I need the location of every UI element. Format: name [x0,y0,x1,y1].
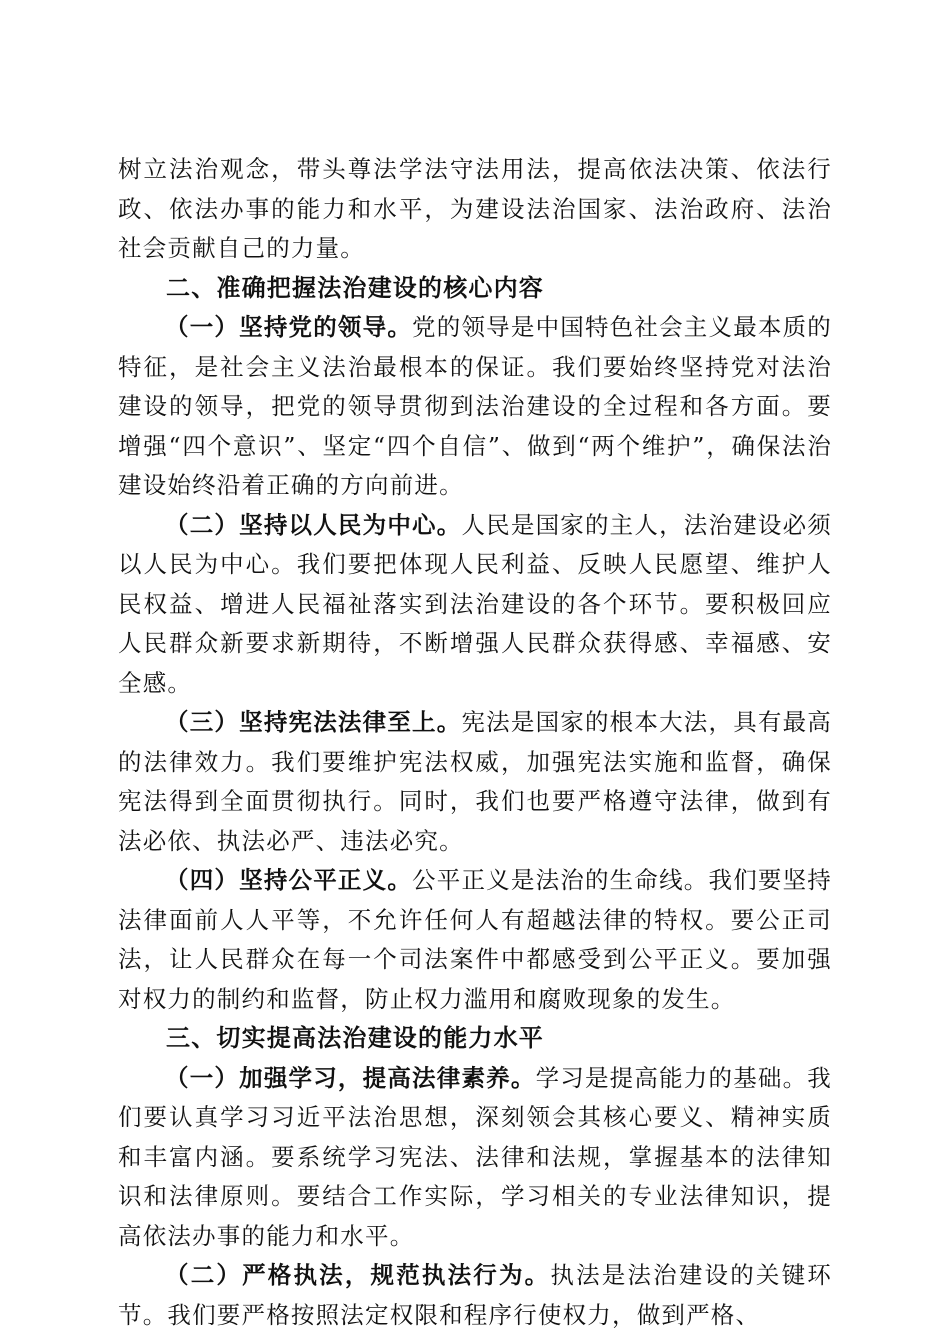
intro-paragraph: 树立法治观念，带头尊法学法守法用法，提高依法决策、依法行政、依法办事的能力和水平，为建设法治国家、法治政府、法治社会贡献自己的力量。 [118,155,832,262]
item-lead: （四）坚持公平正义。 [165,866,413,894]
item-body: 宪法是国家的根本大法，具有最高的法律效力。我们要维护宪法权威，加强宪法实施和监督，确保宪法得到全面贯彻执行。同时，我们也要严格遵守法律，做到有法必依、执法必严、违法必究。 [118,708,833,855]
section-3-heading: 三、切实提高法治建设的能力水平 [166,1024,544,1052]
item-lead: （二）严格执法，规范执法行为。 [165,1261,551,1289]
item-lead: （一）加强学习，提高法律素养。 [165,1063,536,1092]
item-lead: （三）坚持宪法法律至上。 [165,708,462,736]
item-body: 执法是法治建设的关键环节。我们要严格按照法定权限和程序行使权力，做到严格、 [118,1261,833,1329]
document-page [118,150,832,1335]
section-2-item-3 [118,703,832,861]
item-body: 人民是国家的主人，法治建设必须以人民为中心。我们要把体现人民利益、反映人民愿望、维护人民权益、增进人民福祉落实到法治建设的各个环节。要积极回应人民群众新要求新期待，不断增强人民群众获得感、幸福感、安全感。 [118,510,833,697]
section-3-item-1 [118,1059,832,1257]
item-body: 党的领导是中国特色社会主义最本质的特征，是社会主义法治最根本的保证。我们要始终坚持党对法治建设的领导，把党的领导贯彻到法治建设的全过程和各方面。要增强“四个意识”、坚定“四个自信”、做到“两个维护”，确保法治建设始终沿着正确的方向前进。 [118,313,833,499]
item-lead: （二）坚持以人民为中心。 [165,510,462,539]
section-2-item-1 [118,308,832,506]
section-2-item-4 [118,861,832,1019]
item-body: 公平正义是法治的生命线。我们要坚持法律面前人人平等，不允许任何人有超越法律的特权。要公正司法，让人民群众在每一个司法案件中都感受到公平正义。要加强对权力的制约和监督，防止权力滥用和腐败现象的发生。 [118,866,833,1013]
section-3-item-2 [118,1256,832,1335]
item-body: 学习是提高能力的基础。我们要认真学习习近平法治思想，深刻领会其核心要义、精神实质和丰富内涵。要系统学习宪法、法律和法规，掌握基本的法律知识和法律原则。要结合工作实际，学习相关的专业法律知识，提高依法办事的能力和水平。 [118,1063,833,1250]
item-lead: （一）坚持党的领导。 [165,313,413,341]
section-2-item-2 [118,506,832,704]
section-2-heading: 二、准确把握法治建设的核心内容 [166,273,544,302]
